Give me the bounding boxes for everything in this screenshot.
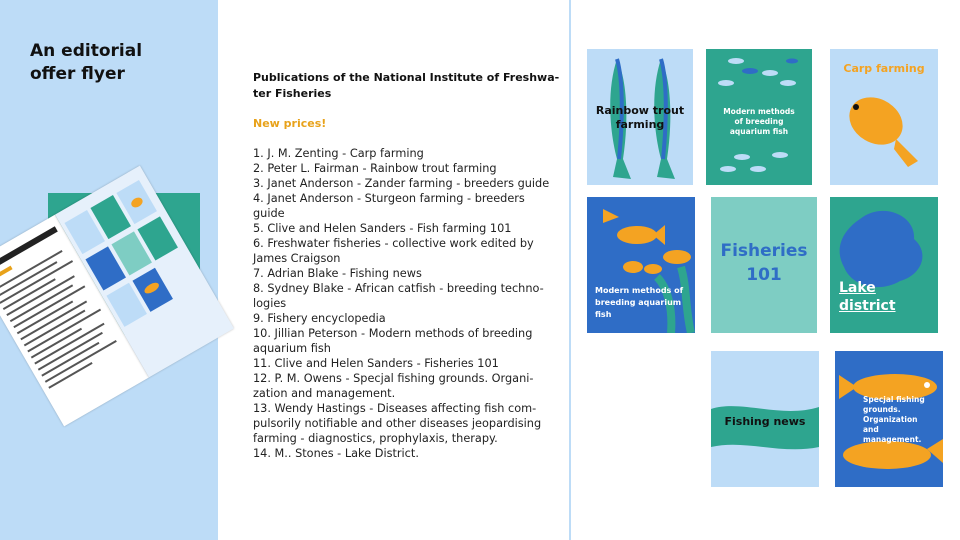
cover-title: Fishing news xyxy=(724,415,806,428)
cover-lake-district xyxy=(830,197,938,333)
cover-title: Rainbow trout farming xyxy=(595,104,685,131)
list-item: 11. Clive and Helen Sanders - Fisheries 101 xyxy=(253,357,499,370)
cover-title: Specjal fishing grounds. Organization and management. xyxy=(863,395,925,444)
list-item: 14. M.. Stones - Lake District. xyxy=(253,447,419,460)
cover-title: Carp farming xyxy=(843,62,925,75)
page-divider xyxy=(569,0,571,540)
list-item: 8. Sydney Blake - African catfish - breeding techno-logies xyxy=(253,282,544,310)
flyer-title: An editorial offer flyer xyxy=(30,41,143,84)
list-item: 3. Janet Anderson - Zander farming - breeders guide xyxy=(253,177,550,190)
cover-title: Lake district xyxy=(839,280,896,314)
list-item: 1. J. M. Zenting - Carp farming xyxy=(253,147,424,160)
list-item: 2. Peter L. Fairman - Rainbow trout farming xyxy=(253,162,497,175)
cover-fishing-news xyxy=(711,351,819,487)
new-prices-label: New prices! xyxy=(253,117,327,130)
cover-title: Modern methods of breeding aquarium fish xyxy=(723,107,795,136)
carp-fish-icon xyxy=(830,49,938,185)
list-item: 7. Adrian Blake - Fishing news xyxy=(253,267,422,280)
cover-title: Modern methods of breeding aquarium fish xyxy=(595,286,684,319)
cover-modern-methods-teal xyxy=(706,49,812,185)
cover-fisheries-101 xyxy=(711,197,817,333)
list-item: 13. Wendy Hastings - Diseases affecting fish com-pulsorily notifiable and other diseases jeopardising farming - diagnostics, prophylaxis, therapy. xyxy=(253,402,542,445)
cover-modern-methods-blue xyxy=(587,197,695,333)
cover-title: Fisheries 101 xyxy=(720,241,808,285)
publications-heading: Publications of the National Institute of Freshwa-ter Fisheries xyxy=(253,71,560,100)
list-item: 5. Clive and Helen Sanders - Fish farming 101 xyxy=(253,222,512,235)
list-item: 12. P. M. Owens - Specjal fishing grounds. Organi-zation and management. xyxy=(253,372,534,400)
cover-rainbow-trout xyxy=(587,49,693,185)
cover-specjal-fishing-grounds xyxy=(835,351,943,487)
list-item: 6. Freshwater fisheries - collective work edited by James Craigson xyxy=(253,237,534,265)
list-item: 10. Jillian Peterson - Modern methods of breeding aquarium fish xyxy=(253,327,533,355)
cover-carp-farming xyxy=(830,49,938,185)
list-item: 9. Fishery encyclopedia xyxy=(253,312,386,325)
list-item: 4. Janet Anderson - Sturgeon farming - breeders guide xyxy=(253,192,525,220)
publications-list xyxy=(253,146,553,461)
